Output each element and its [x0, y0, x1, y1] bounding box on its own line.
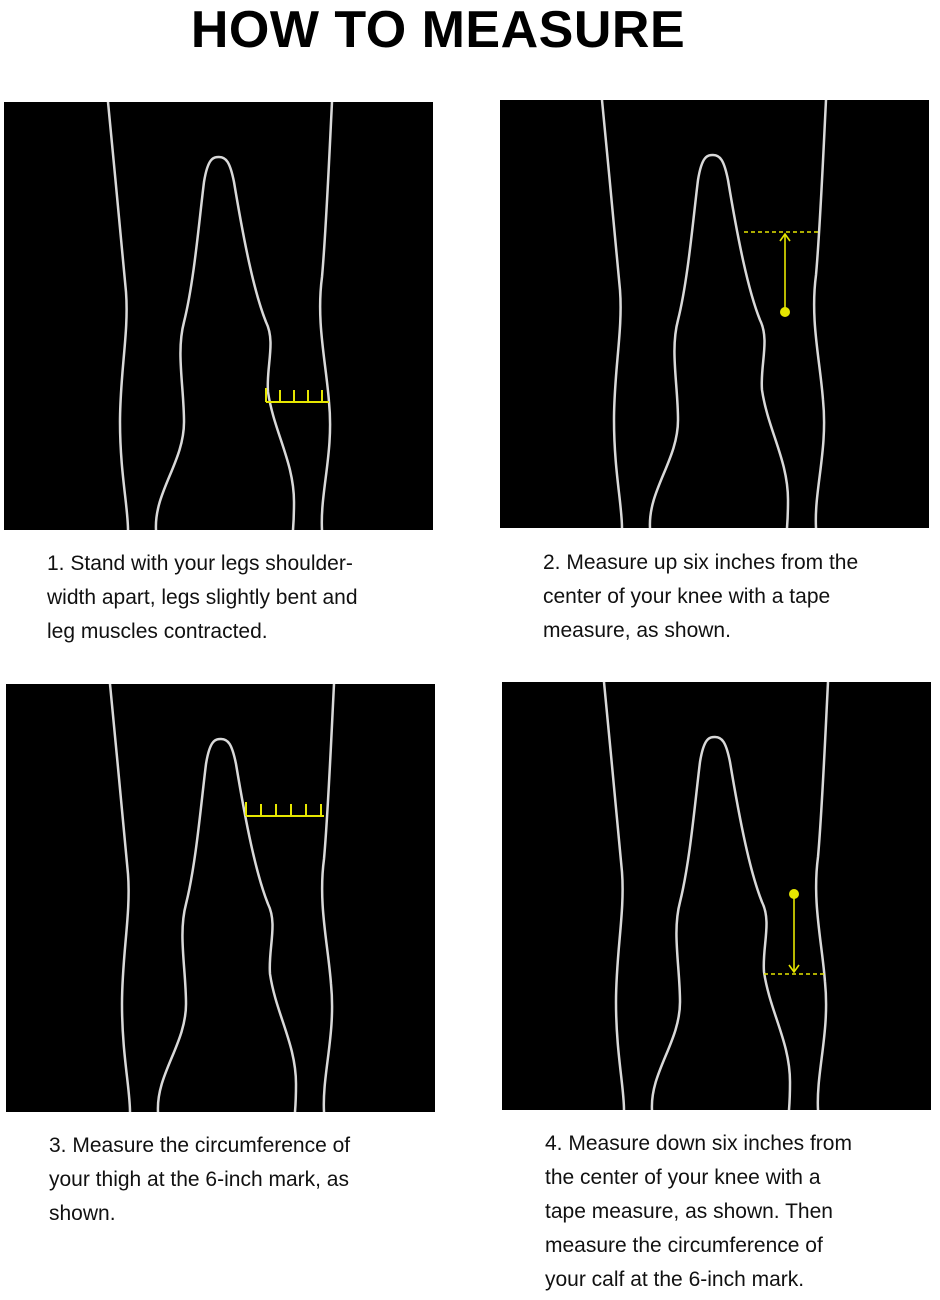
legs-outline-drawing	[6, 684, 435, 1112]
step-3-line-1: 3. Measure the circumference of	[49, 1134, 351, 1157]
legs-outline-drawing	[500, 100, 929, 528]
left-leg-outer-outline	[110, 684, 130, 1112]
step-3-line-2: your thigh at the 6-inch mark, as	[49, 1168, 349, 1191]
step-1-illustration	[4, 102, 433, 530]
right-leg-outer-outline	[320, 102, 332, 530]
knee-tape-marker	[266, 388, 329, 402]
step-4-illustration	[502, 682, 931, 1110]
right-leg-outer-outline	[322, 684, 334, 1112]
left-leg-outer-outline	[604, 682, 624, 1110]
right-leg-outer-outline	[814, 100, 826, 528]
step-3-line-3: shown.	[49, 1202, 116, 1225]
step-3-illustration	[6, 684, 435, 1112]
legs-outline-drawing	[4, 102, 433, 530]
left-leg-outer-outline	[602, 100, 622, 528]
step-2-line-3: measure, as shown.	[543, 619, 731, 642]
left-leg-inner-outline	[158, 739, 296, 1112]
left-leg-inner-outline	[652, 737, 790, 1110]
step-1-line-1: 1. Stand with your legs shoulder-	[47, 552, 353, 575]
step-4-line-5: your calf at the 6-inch mark.	[545, 1268, 805, 1291]
page-title: HOW TO MEASURE	[190, 1, 686, 59]
thigh-tape-marker	[246, 802, 324, 816]
step-3-caption	[49, 1129, 429, 1231]
step-2-caption	[543, 546, 923, 648]
step-4-line-1: 4. Measure down six inches from	[545, 1132, 852, 1155]
step-1-line-3: leg muscles contracted.	[47, 620, 268, 643]
step-4-caption	[545, 1127, 925, 1297]
step-4-line-4: measure the circumference of	[545, 1234, 823, 1257]
right-leg-outer-outline	[816, 682, 828, 1110]
left-leg-inner-outline	[156, 157, 294, 530]
step-2-illustration	[500, 100, 929, 528]
legs-outline-drawing	[502, 682, 931, 1110]
step-2-line-2: center of your knee with a tape	[543, 585, 831, 608]
measure-down-arrow-marker	[764, 889, 824, 974]
left-leg-outer-outline	[108, 102, 128, 530]
left-leg-inner-outline	[650, 155, 788, 528]
step-1-caption	[47, 547, 427, 649]
step-1-line-2: width apart, legs slightly bent and	[47, 586, 358, 609]
step-4-line-2: the center of your knee with a	[545, 1166, 821, 1189]
step-2-line-1: 2. Measure up six inches from the	[543, 551, 859, 574]
step-4-line-3: tape measure, as shown. Then	[545, 1200, 833, 1223]
